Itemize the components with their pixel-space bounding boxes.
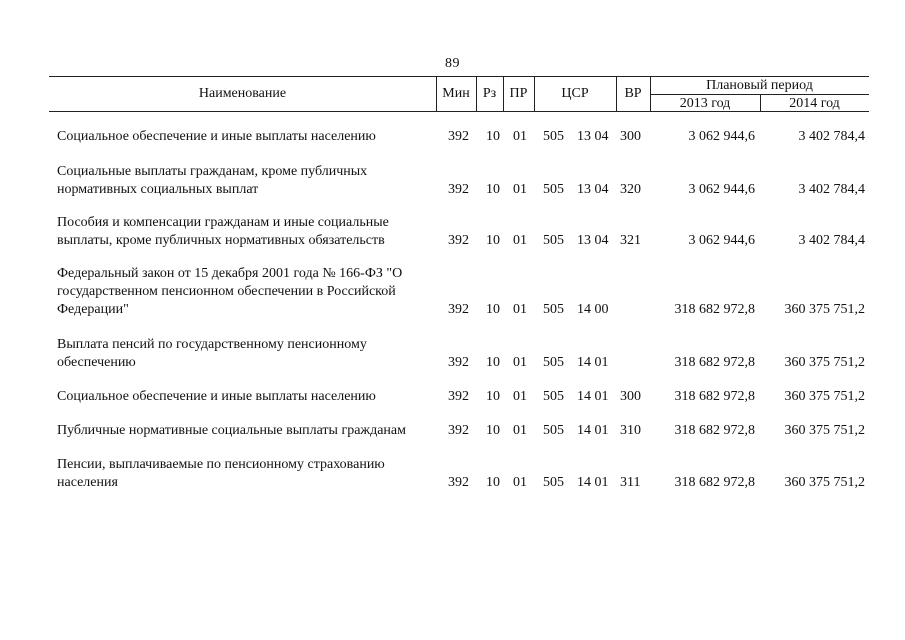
row-min: 392 (448, 475, 469, 490)
row-rz: 10 (486, 389, 500, 404)
row-name: Публичные нормативные социальные выплаты гражданам (57, 423, 406, 438)
row-name: Пособия и компенсации гражданам и иные социальные выплаты, кроме публичных нормативных обязательств (57, 215, 389, 248)
row-csr-part2: 13 04 (577, 182, 609, 197)
table-row (0, 456, 905, 492)
row-min: 392 (448, 423, 469, 438)
row-pr: 01 (513, 233, 527, 248)
row-min: 392 (448, 355, 469, 370)
table-row (0, 128, 905, 146)
row-rz: 10 (486, 475, 500, 490)
row-amount-2013: 318 682 972,8 (674, 475, 755, 490)
row-amount-2013: 318 682 972,8 (674, 389, 755, 404)
table-row (0, 422, 905, 440)
row-amount-2014: 360 375 751,2 (784, 389, 865, 404)
row-csr-part1: 505 (543, 475, 564, 490)
row-csr-part1: 505 (543, 182, 564, 197)
header-year-2014: 2014 год (789, 96, 840, 111)
row-rz: 10 (486, 233, 500, 248)
row-name: Социальное обеспечение и иные выплаты населению (57, 389, 376, 404)
row-vr: 311 (620, 475, 641, 490)
row-amount-2013: 318 682 972,8 (674, 302, 755, 317)
row-amount-2014: 360 375 751,2 (784, 423, 865, 438)
row-csr-part1: 505 (543, 355, 564, 370)
row-name: Выплата пенсий по государственному пенсионному обеспечению (57, 337, 367, 370)
table-row (0, 336, 905, 372)
row-amount-2013: 318 682 972,8 (674, 355, 755, 370)
page-number: 89 (445, 56, 460, 71)
row-vr: 300 (620, 129, 641, 144)
row-amount-2014: 360 375 751,2 (784, 475, 865, 490)
table-row (0, 388, 905, 406)
row-pr: 01 (513, 129, 527, 144)
row-min: 392 (448, 389, 469, 404)
row-pr: 01 (513, 475, 527, 490)
row-csr-part1: 505 (543, 233, 564, 248)
header-name: Наименование (198, 86, 287, 101)
table-row (0, 163, 905, 199)
row-name: Социальные выплаты гражданам, кроме публичных нормативных социальных выплат (57, 164, 368, 197)
row-vr: 321 (620, 233, 641, 248)
header-rz: Рз (482, 86, 497, 101)
header-pr: ПР (509, 86, 528, 101)
row-pr: 01 (513, 182, 527, 197)
row-min: 392 (448, 233, 469, 248)
row-pr: 01 (513, 302, 527, 317)
header-vr: ВР (624, 86, 642, 101)
row-amount-2013: 3 062 944,6 (688, 182, 755, 197)
row-rz: 10 (486, 355, 500, 370)
row-name: Социальное обеспечение и иные выплаты населению (57, 129, 376, 144)
row-csr-part1: 505 (543, 389, 564, 404)
row-csr-part1: 505 (543, 129, 564, 144)
row-csr-part1: 505 (543, 302, 564, 317)
row-csr-part2: 13 04 (577, 129, 609, 144)
row-csr-part2: 14 01 (577, 389, 609, 404)
table-row (0, 265, 905, 319)
row-csr-part2: 13 04 (577, 233, 609, 248)
row-csr-part2: 14 01 (577, 423, 609, 438)
row-vr: 320 (620, 182, 641, 197)
planned-period-title: Плановый период (650, 77, 869, 95)
row-name: Пенсии, выплачиваемые по пенсионному страхованию населения (57, 457, 385, 490)
row-pr: 01 (513, 423, 527, 438)
row-min: 392 (448, 129, 469, 144)
row-name: Федеральный закон от 15 декабря 2001 года № 166-ФЗ "О государственном пенсионном обеспечении в Российской Федерации" (57, 266, 403, 317)
row-min: 392 (448, 182, 469, 197)
row-rz: 10 (486, 129, 500, 144)
row-amount-2014: 360 375 751,2 (784, 302, 865, 317)
row-csr-part2: 14 01 (577, 475, 609, 490)
row-amount-2013: 3 062 944,6 (688, 129, 755, 144)
row-rz: 10 (486, 302, 500, 317)
row-vr: 310 (620, 423, 641, 438)
row-pr: 01 (513, 389, 527, 404)
row-pr: 01 (513, 355, 527, 370)
row-amount-2013: 3 062 944,6 (688, 233, 755, 248)
row-csr-part2: 14 00 (577, 302, 609, 317)
header-year-2013: 2013 год (679, 96, 731, 111)
row-min: 392 (448, 302, 469, 317)
row-rz: 10 (486, 423, 500, 438)
table-row (0, 214, 905, 250)
row-csr-part2: 14 01 (577, 355, 609, 370)
row-amount-2014: 3 402 784,4 (798, 182, 865, 197)
header-csr: ЦСР (561, 86, 589, 101)
row-amount-2013: 318 682 972,8 (674, 423, 755, 438)
header-min: Мин (442, 86, 470, 101)
row-csr-part1: 505 (543, 423, 564, 438)
row-rz: 10 (486, 182, 500, 197)
row-amount-2014: 3 402 784,4 (798, 129, 865, 144)
row-vr: 300 (620, 389, 641, 404)
row-amount-2014: 360 375 751,2 (784, 355, 865, 370)
row-amount-2014: 3 402 784,4 (798, 233, 865, 248)
